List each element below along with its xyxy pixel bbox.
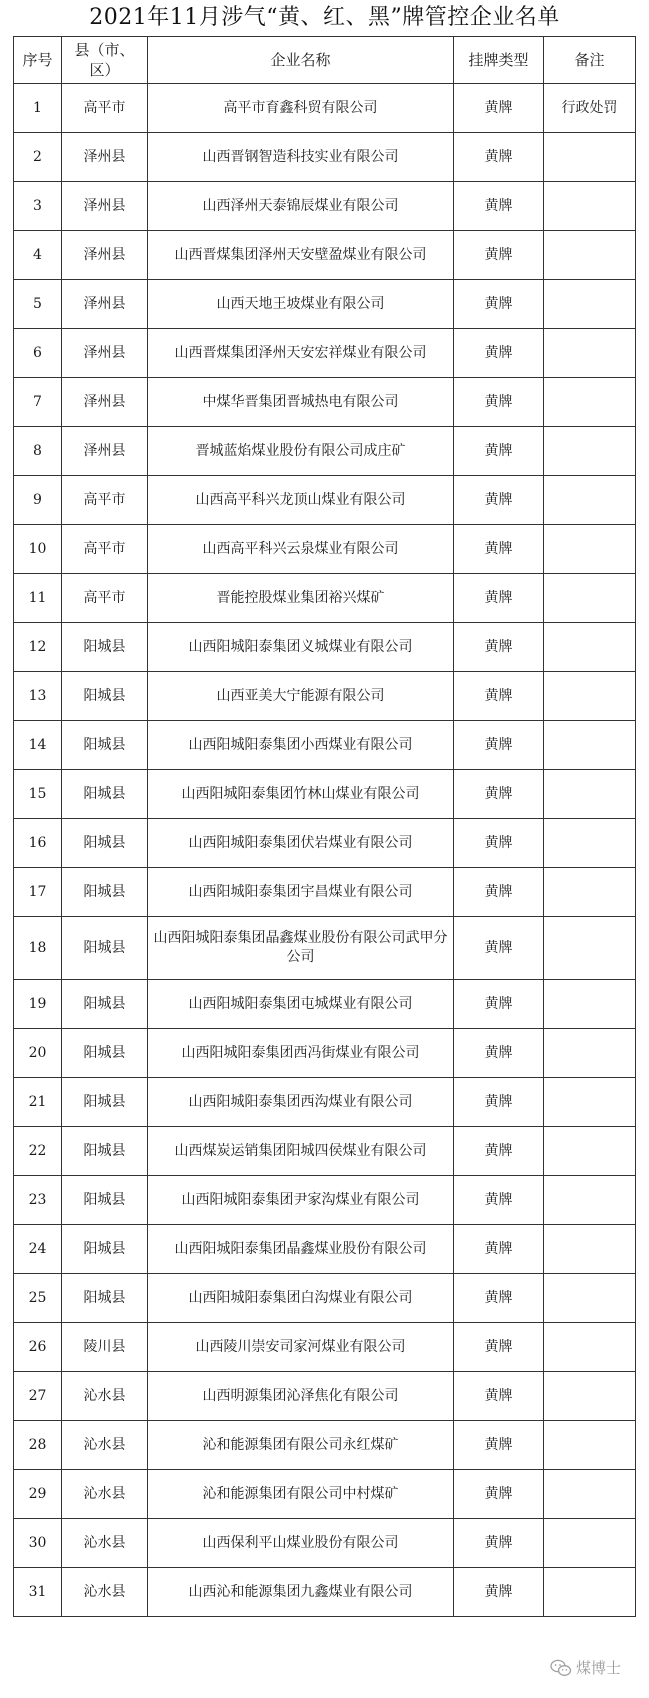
row-sign-type-cell: 黄牌	[454, 1127, 544, 1176]
row-remark-cell	[544, 770, 636, 819]
row-index-cell: 16	[14, 819, 62, 868]
row-index-cell: 11	[14, 574, 62, 623]
row-county-cell: 阳城县	[62, 1029, 148, 1078]
row-remark-cell	[544, 427, 636, 476]
row-sign-type-cell: 黄牌	[454, 721, 544, 770]
row-company-cell: 晋城蓝焰煤业股份有限公司成庄矿	[148, 427, 454, 476]
row-index-cell: 21	[14, 1078, 62, 1127]
table-row	[14, 1470, 636, 1519]
row-index-cell: 24	[14, 1225, 62, 1274]
row-sign-type-cell: 黄牌	[454, 329, 544, 378]
row-remark-cell	[544, 182, 636, 231]
row-county-cell: 泽州县	[62, 133, 148, 182]
row-county-cell: 陵川县	[62, 1323, 148, 1372]
row-sign-type-cell: 黄牌	[454, 427, 544, 476]
header-county: 县（市、区）	[62, 37, 148, 84]
row-index-cell: 7	[14, 378, 62, 427]
row-index-cell: 12	[14, 623, 62, 672]
row-county-cell: 阳城县	[62, 1078, 148, 1127]
row-company-cell: 山西明源集团沁泽焦化有限公司	[148, 1372, 454, 1421]
row-index-cell: 19	[14, 980, 62, 1029]
row-company-cell: 山西沁和能源集团九鑫煤业有限公司	[148, 1568, 454, 1617]
row-county-cell: 沁水县	[62, 1421, 148, 1470]
table-header-row	[14, 37, 636, 84]
table-row	[14, 1274, 636, 1323]
row-sign-type-cell: 黄牌	[454, 868, 544, 917]
row-sign-type-cell: 黄牌	[454, 1519, 544, 1568]
row-remark-cell	[544, 1176, 636, 1225]
table-row	[14, 819, 636, 868]
row-remark-cell	[544, 1225, 636, 1274]
table-row	[14, 1078, 636, 1127]
row-company-cell: 山西阳城阳泰集团小西煤业有限公司	[148, 721, 454, 770]
row-company-cell: 山西亚美大宁能源有限公司	[148, 672, 454, 721]
row-county-cell: 阳城县	[62, 770, 148, 819]
table-row	[14, 868, 636, 917]
row-remark-cell	[544, 980, 636, 1029]
row-index-cell: 14	[14, 721, 62, 770]
page-title: 2021年11月涉气“黄、红、黑”牌管控企业名单	[89, 5, 560, 30]
header-remark: 备注	[544, 37, 636, 84]
row-county-cell: 泽州县	[62, 280, 148, 329]
row-index-cell: 29	[14, 1470, 62, 1519]
row-county-cell: 阳城县	[62, 819, 148, 868]
row-county-cell: 泽州县	[62, 329, 148, 378]
row-sign-type-cell: 黄牌	[454, 1225, 544, 1274]
row-sign-type-cell: 黄牌	[454, 525, 544, 574]
row-remark-cell	[544, 525, 636, 574]
row-company-cell: 山西泽州天泰锦辰煤业有限公司	[148, 182, 454, 231]
header-index: 序号	[14, 37, 62, 84]
row-remark-cell	[544, 1372, 636, 1421]
row-company-cell: 中煤华晋集团晋城热电有限公司	[148, 378, 454, 427]
row-remark-cell	[544, 1470, 636, 1519]
row-company-cell: 山西高平科兴云泉煤业有限公司	[148, 525, 454, 574]
row-company-cell: 山西晋钢智造科技实业有限公司	[148, 133, 454, 182]
row-company-cell: 沁和能源集团有限公司中村煤矿	[148, 1470, 454, 1519]
row-index-cell: 3	[14, 182, 62, 231]
row-index-cell: 17	[14, 868, 62, 917]
row-county-cell: 高平市	[62, 525, 148, 574]
row-company-cell: 高平市育鑫科贸有限公司	[148, 84, 454, 133]
row-company-cell: 山西阳城阳泰集团西冯街煤业有限公司	[148, 1029, 454, 1078]
table-row	[14, 1323, 636, 1372]
row-index-cell: 23	[14, 1176, 62, 1225]
row-sign-type-cell: 黄牌	[454, 623, 544, 672]
row-remark-cell	[544, 1421, 636, 1470]
row-sign-type-cell: 黄牌	[454, 1421, 544, 1470]
row-sign-type-cell: 黄牌	[454, 819, 544, 868]
row-sign-type-cell: 黄牌	[454, 672, 544, 721]
row-remark-cell	[544, 868, 636, 917]
row-sign-type-cell: 黄牌	[454, 231, 544, 280]
row-remark-cell	[544, 1029, 636, 1078]
enterprise-table	[13, 36, 636, 1617]
row-index-cell: 1	[14, 84, 62, 133]
header-sign-type: 挂牌类型	[454, 37, 544, 84]
row-county-cell: 阳城县	[62, 721, 148, 770]
row-index-cell: 15	[14, 770, 62, 819]
row-remark-cell	[544, 280, 636, 329]
row-county-cell: 阳城县	[62, 980, 148, 1029]
table-row	[14, 917, 636, 980]
row-sign-type-cell: 黄牌	[454, 476, 544, 525]
row-index-cell: 4	[14, 231, 62, 280]
table-row	[14, 1127, 636, 1176]
row-company-cell: 山西阳城阳泰集团屯城煤业有限公司	[148, 980, 454, 1029]
row-county-cell: 阳城县	[62, 672, 148, 721]
row-index-cell: 20	[14, 1029, 62, 1078]
table-row	[14, 84, 636, 133]
row-company-cell: 山西保利平山煤业股份有限公司	[148, 1519, 454, 1568]
row-company-cell: 山西阳城阳泰集团白沟煤业有限公司	[148, 1274, 454, 1323]
row-remark-cell	[544, 231, 636, 280]
row-remark-cell	[544, 574, 636, 623]
table-row	[14, 1421, 636, 1470]
row-company-cell: 晋能控股煤业集团裕兴煤矿	[148, 574, 454, 623]
row-sign-type-cell: 黄牌	[454, 1176, 544, 1225]
table-row	[14, 574, 636, 623]
row-county-cell: 阳城县	[62, 1127, 148, 1176]
row-sign-type-cell: 黄牌	[454, 84, 544, 133]
row-remark-cell	[544, 476, 636, 525]
row-county-cell: 沁水县	[62, 1519, 148, 1568]
row-index-cell: 26	[14, 1323, 62, 1372]
table-row	[14, 1225, 636, 1274]
row-index-cell: 2	[14, 133, 62, 182]
row-company-cell: 山西晋煤集团泽州天安宏祥煤业有限公司	[148, 329, 454, 378]
row-company-cell: 山西阳城阳泰集团竹林山煤业有限公司	[148, 770, 454, 819]
row-index-cell: 9	[14, 476, 62, 525]
row-company-cell: 山西阳城阳泰集团宇昌煤业有限公司	[148, 868, 454, 917]
row-county-cell: 阳城县	[62, 1225, 148, 1274]
row-index-cell: 5	[14, 280, 62, 329]
row-sign-type-cell: 黄牌	[454, 378, 544, 427]
row-sign-type-cell: 黄牌	[454, 574, 544, 623]
table-row	[14, 721, 636, 770]
table-row	[14, 623, 636, 672]
table-row	[14, 329, 636, 378]
row-index-cell: 27	[14, 1372, 62, 1421]
table-row	[14, 1519, 636, 1568]
table-row	[14, 133, 636, 182]
row-remark-cell	[544, 329, 636, 378]
row-company-cell: 山西高平科兴龙顶山煤业有限公司	[148, 476, 454, 525]
row-county-cell: 沁水县	[62, 1470, 148, 1519]
row-company-cell: 沁和能源集团有限公司永红煤矿	[148, 1421, 454, 1470]
row-remark-cell	[544, 819, 636, 868]
row-index-cell: 25	[14, 1274, 62, 1323]
row-county-cell: 高平市	[62, 574, 148, 623]
row-sign-type-cell: 黄牌	[454, 770, 544, 819]
table-row	[14, 280, 636, 329]
row-index-cell: 8	[14, 427, 62, 476]
row-sign-type-cell: 黄牌	[454, 1323, 544, 1372]
row-index-cell: 31	[14, 1568, 62, 1617]
row-county-cell: 沁水县	[62, 1568, 148, 1617]
row-remark-cell	[544, 917, 636, 980]
row-county-cell: 泽州县	[62, 427, 148, 476]
row-company-cell: 山西阳城阳泰集团义城煤业有限公司	[148, 623, 454, 672]
row-index-cell: 6	[14, 329, 62, 378]
row-sign-type-cell: 黄牌	[454, 917, 544, 980]
row-remark-cell: 行政处罚	[544, 84, 636, 133]
wechat-icon	[550, 1659, 572, 1677]
table-row	[14, 476, 636, 525]
row-index-cell: 28	[14, 1421, 62, 1470]
row-county-cell: 阳城县	[62, 1176, 148, 1225]
table-row	[14, 231, 636, 280]
row-index-cell: 13	[14, 672, 62, 721]
row-remark-cell	[544, 133, 636, 182]
row-remark-cell	[544, 1519, 636, 1568]
row-county-cell: 高平市	[62, 476, 148, 525]
row-county-cell: 高平市	[62, 84, 148, 133]
row-company-cell: 山西煤炭运销集团阳城四侯煤业有限公司	[148, 1127, 454, 1176]
row-index-cell: 22	[14, 1127, 62, 1176]
row-county-cell: 泽州县	[62, 182, 148, 231]
row-company-cell: 山西晋煤集团泽州天安壁盈煤业有限公司	[148, 231, 454, 280]
table-row	[14, 672, 636, 721]
table-row	[14, 182, 636, 231]
row-remark-cell	[544, 378, 636, 427]
row-county-cell: 沁水县	[62, 1372, 148, 1421]
table-row	[14, 1568, 636, 1617]
row-remark-cell	[544, 1274, 636, 1323]
watermark-text: 煤博士	[575, 1659, 621, 1677]
table-row	[14, 378, 636, 427]
row-company-cell: 山西陵川崇安司家河煤业有限公司	[148, 1323, 454, 1372]
row-index-cell: 18	[14, 917, 62, 980]
row-county-cell: 阳城县	[62, 868, 148, 917]
row-company-cell: 山西阳城阳泰集团晶鑫煤业股份有限公司	[148, 1225, 454, 1274]
row-sign-type-cell: 黄牌	[454, 182, 544, 231]
table-body	[14, 84, 636, 1617]
row-sign-type-cell: 黄牌	[454, 1078, 544, 1127]
table-row	[14, 427, 636, 476]
row-county-cell: 阳城县	[62, 917, 148, 980]
row-sign-type-cell: 黄牌	[454, 1568, 544, 1617]
row-company-cell: 山西阳城阳泰集团尹家沟煤业有限公司	[148, 1176, 454, 1225]
row-sign-type-cell: 黄牌	[454, 1372, 544, 1421]
table-row	[14, 770, 636, 819]
row-index-cell: 30	[14, 1519, 62, 1568]
row-county-cell: 泽州县	[62, 378, 148, 427]
row-sign-type-cell: 黄牌	[454, 1470, 544, 1519]
row-remark-cell	[544, 1568, 636, 1617]
row-remark-cell	[544, 1323, 636, 1372]
table-row	[14, 1372, 636, 1421]
row-company-cell: 山西阳城阳泰集团伏岩煤业有限公司	[148, 819, 454, 868]
row-remark-cell	[544, 623, 636, 672]
row-sign-type-cell: 黄牌	[454, 133, 544, 182]
row-sign-type-cell: 黄牌	[454, 1274, 544, 1323]
row-remark-cell	[544, 1078, 636, 1127]
watermark	[550, 1657, 621, 1678]
table-row	[14, 980, 636, 1029]
row-remark-cell	[544, 721, 636, 770]
row-company-cell: 山西阳城阳泰集团晶鑫煤业股份有限公司武甲分公司	[148, 917, 454, 980]
row-county-cell: 阳城县	[62, 1274, 148, 1323]
row-remark-cell	[544, 1127, 636, 1176]
table-row	[14, 525, 636, 574]
row-sign-type-cell: 黄牌	[454, 280, 544, 329]
row-sign-type-cell: 黄牌	[454, 1029, 544, 1078]
row-company-cell: 山西阳城阳泰集团西沟煤业有限公司	[148, 1078, 454, 1127]
header-company: 企业名称	[148, 37, 454, 84]
row-remark-cell	[544, 672, 636, 721]
row-county-cell: 阳城县	[62, 623, 148, 672]
table-row	[14, 1176, 636, 1225]
row-company-cell: 山西天地王坡煤业有限公司	[148, 280, 454, 329]
row-index-cell: 10	[14, 525, 62, 574]
row-county-cell: 泽州县	[62, 231, 148, 280]
table-row	[14, 1029, 636, 1078]
row-sign-type-cell: 黄牌	[454, 980, 544, 1029]
